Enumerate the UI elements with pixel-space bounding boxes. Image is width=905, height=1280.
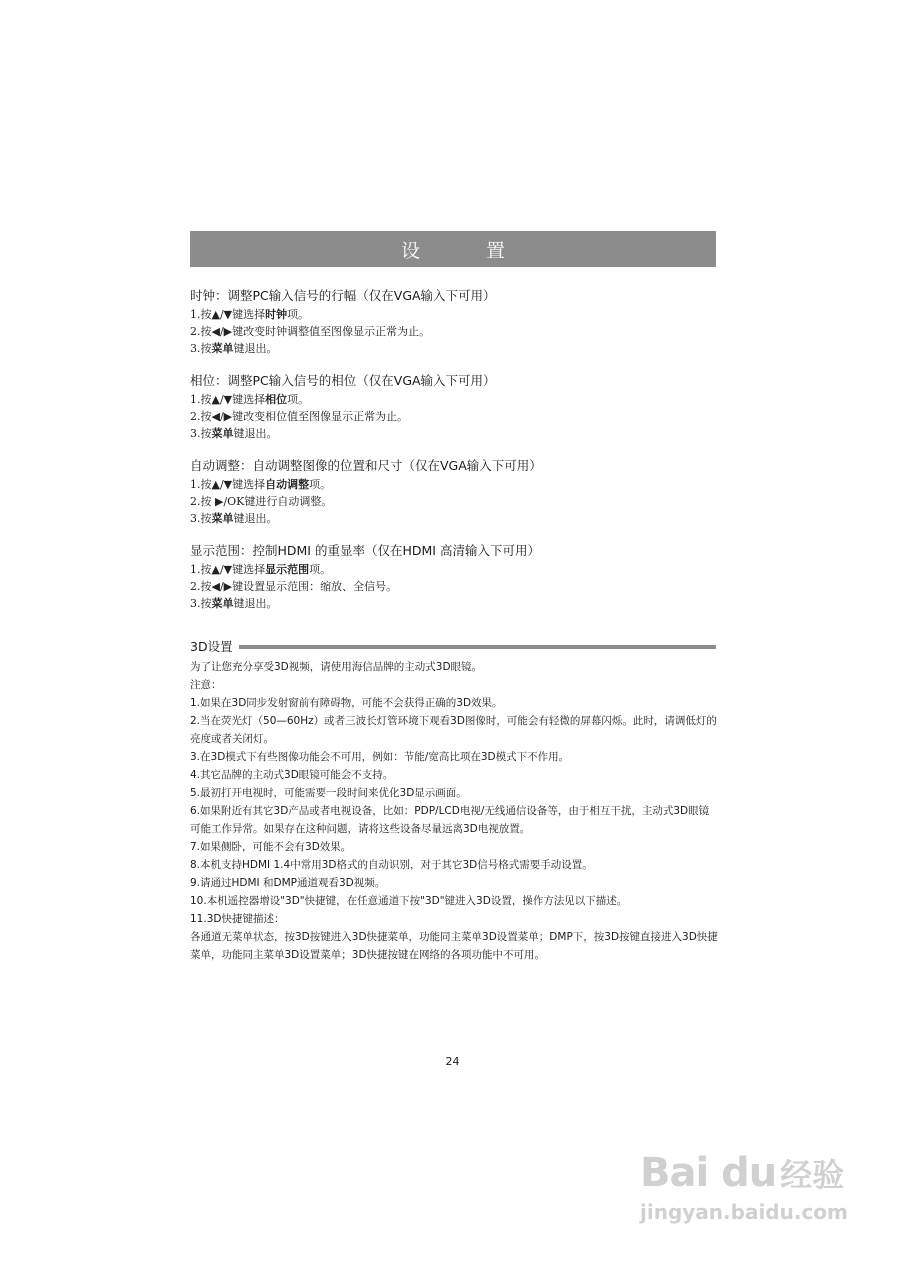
step: 1.按▲/▼键选择相位项。 [190,393,310,406]
paragraph: 各通道无菜单状态，按3D按键进入3D快捷菜单，功能同主菜单3D设置菜单；DMP下，按3D按键直接进入3D快捷菜单，功能同主菜单3D设置菜单；3D快捷按键在网络的各项功能中不可用。 [190,931,718,961]
step: 2.按◀/▶键改变时钟调整值至图像显示正常为止。 [190,325,431,338]
paragraph: 注意： [190,679,222,691]
section-phase [190,372,730,442]
three-d-heading-label: 3D设置 [190,639,233,654]
watermark-url: jingyan.baidu.com [640,1200,848,1224]
paragraph: 5.最初打开电视时，可能需要一段时间来优化3D显示画面。 [190,787,467,799]
paragraph: 6.如果附近有其它3D产品或者电视设备，比如：PDP/LCD电视/无线通信设备等，由于相互干扰，主动式3D眼镜可能工作异常。如果存在这种问题，请将这些设备尽量远离3D电视放置。 [190,805,710,835]
paragraph: 2.当在荧光灯（50—60Hz）或者三波长灯管环境下观看3D图像时，可能会有轻微的屏幕闪烁。此时，请调低灯的亮度或者关闭灯。 [190,715,717,745]
paragraph: 11.3D快捷键描述： [190,913,285,925]
section-auto-adjust [190,457,730,527]
step: 1.按▲/▼键选择自动调整项。 [190,478,332,491]
paragraph: 4.其它品牌的主动式3D眼镜可能会不支持。 [190,769,394,781]
banner-title: 设 置 [400,239,536,262]
paragraph: 7.如果侧卧，可能不会有3D效果。 [190,841,352,853]
section-clock [190,287,730,357]
step: 2.按 ▶/OK键进行自动调整。 [190,495,333,508]
step: 3.按菜单键退出。 [190,427,278,440]
paragraph: 3.在3D模式下有些图像功能会不可用，例如：节能/宽高比项在3D模式下不作用。 [190,751,570,763]
heading-rule [239,645,716,649]
step: 1.按▲/▼键选择时钟项。 [190,308,310,321]
page-number: 24 [445,1055,460,1068]
baidu-watermark [640,1150,880,1260]
step: 3.按菜单键退出。 [190,512,278,525]
section-title: 相位：调整PC输入信号的相位（仅在VGA输入下可用） [190,373,496,388]
paragraph: 9.请通过HDMI 和DMP通道观看3D视频。 [190,877,386,889]
section-banner [190,231,716,267]
section-title: 显示范围：控制HDMI 的重显率（仅在HDMI 高清输入下可用） [190,543,540,558]
paragraph: 1.如果在3D同步发射窗前有障碍物，可能不会获得正确的3D效果。 [190,697,503,709]
three-d-heading [190,636,716,656]
step: 3.按菜单键退出。 [190,597,278,610]
step: 1.按▲/▼键选择显示范围项。 [190,563,332,576]
step: 2.按◀/▶键设置显示范围：缩放、全信号。 [190,580,398,593]
step: 2.按◀/▶键改变相位值至图像显示正常为止。 [190,410,409,423]
section-title: 自动调整：自动调整图像的位置和尺寸（仅在VGA输入下可用） [190,458,542,473]
paragraph: 10.本机遥控器增设"3D"快捷键，在任意通道下按"3D"键进入3D设置，操作方法见以下描述。 [190,895,628,907]
paragraph: 8.本机支持HDMI 1.4中常用3D格式的自动识别，对于其它3D信号格式需要手动设置。 [190,859,593,871]
step: 3.按菜单键退出。 [190,342,278,355]
watermark-brand-cn: 经验 [780,1156,845,1194]
section-display-range [190,542,730,612]
watermark-brand: Bai du [640,1150,777,1196]
section-title: 时钟：调整PC输入信号的行幅（仅在VGA输入下可用） [190,288,496,303]
three-d-body [190,658,718,964]
paragraph: 为了让您充分享受3D视频，请使用海信品牌的主动式3D眼镜。 [190,661,483,673]
